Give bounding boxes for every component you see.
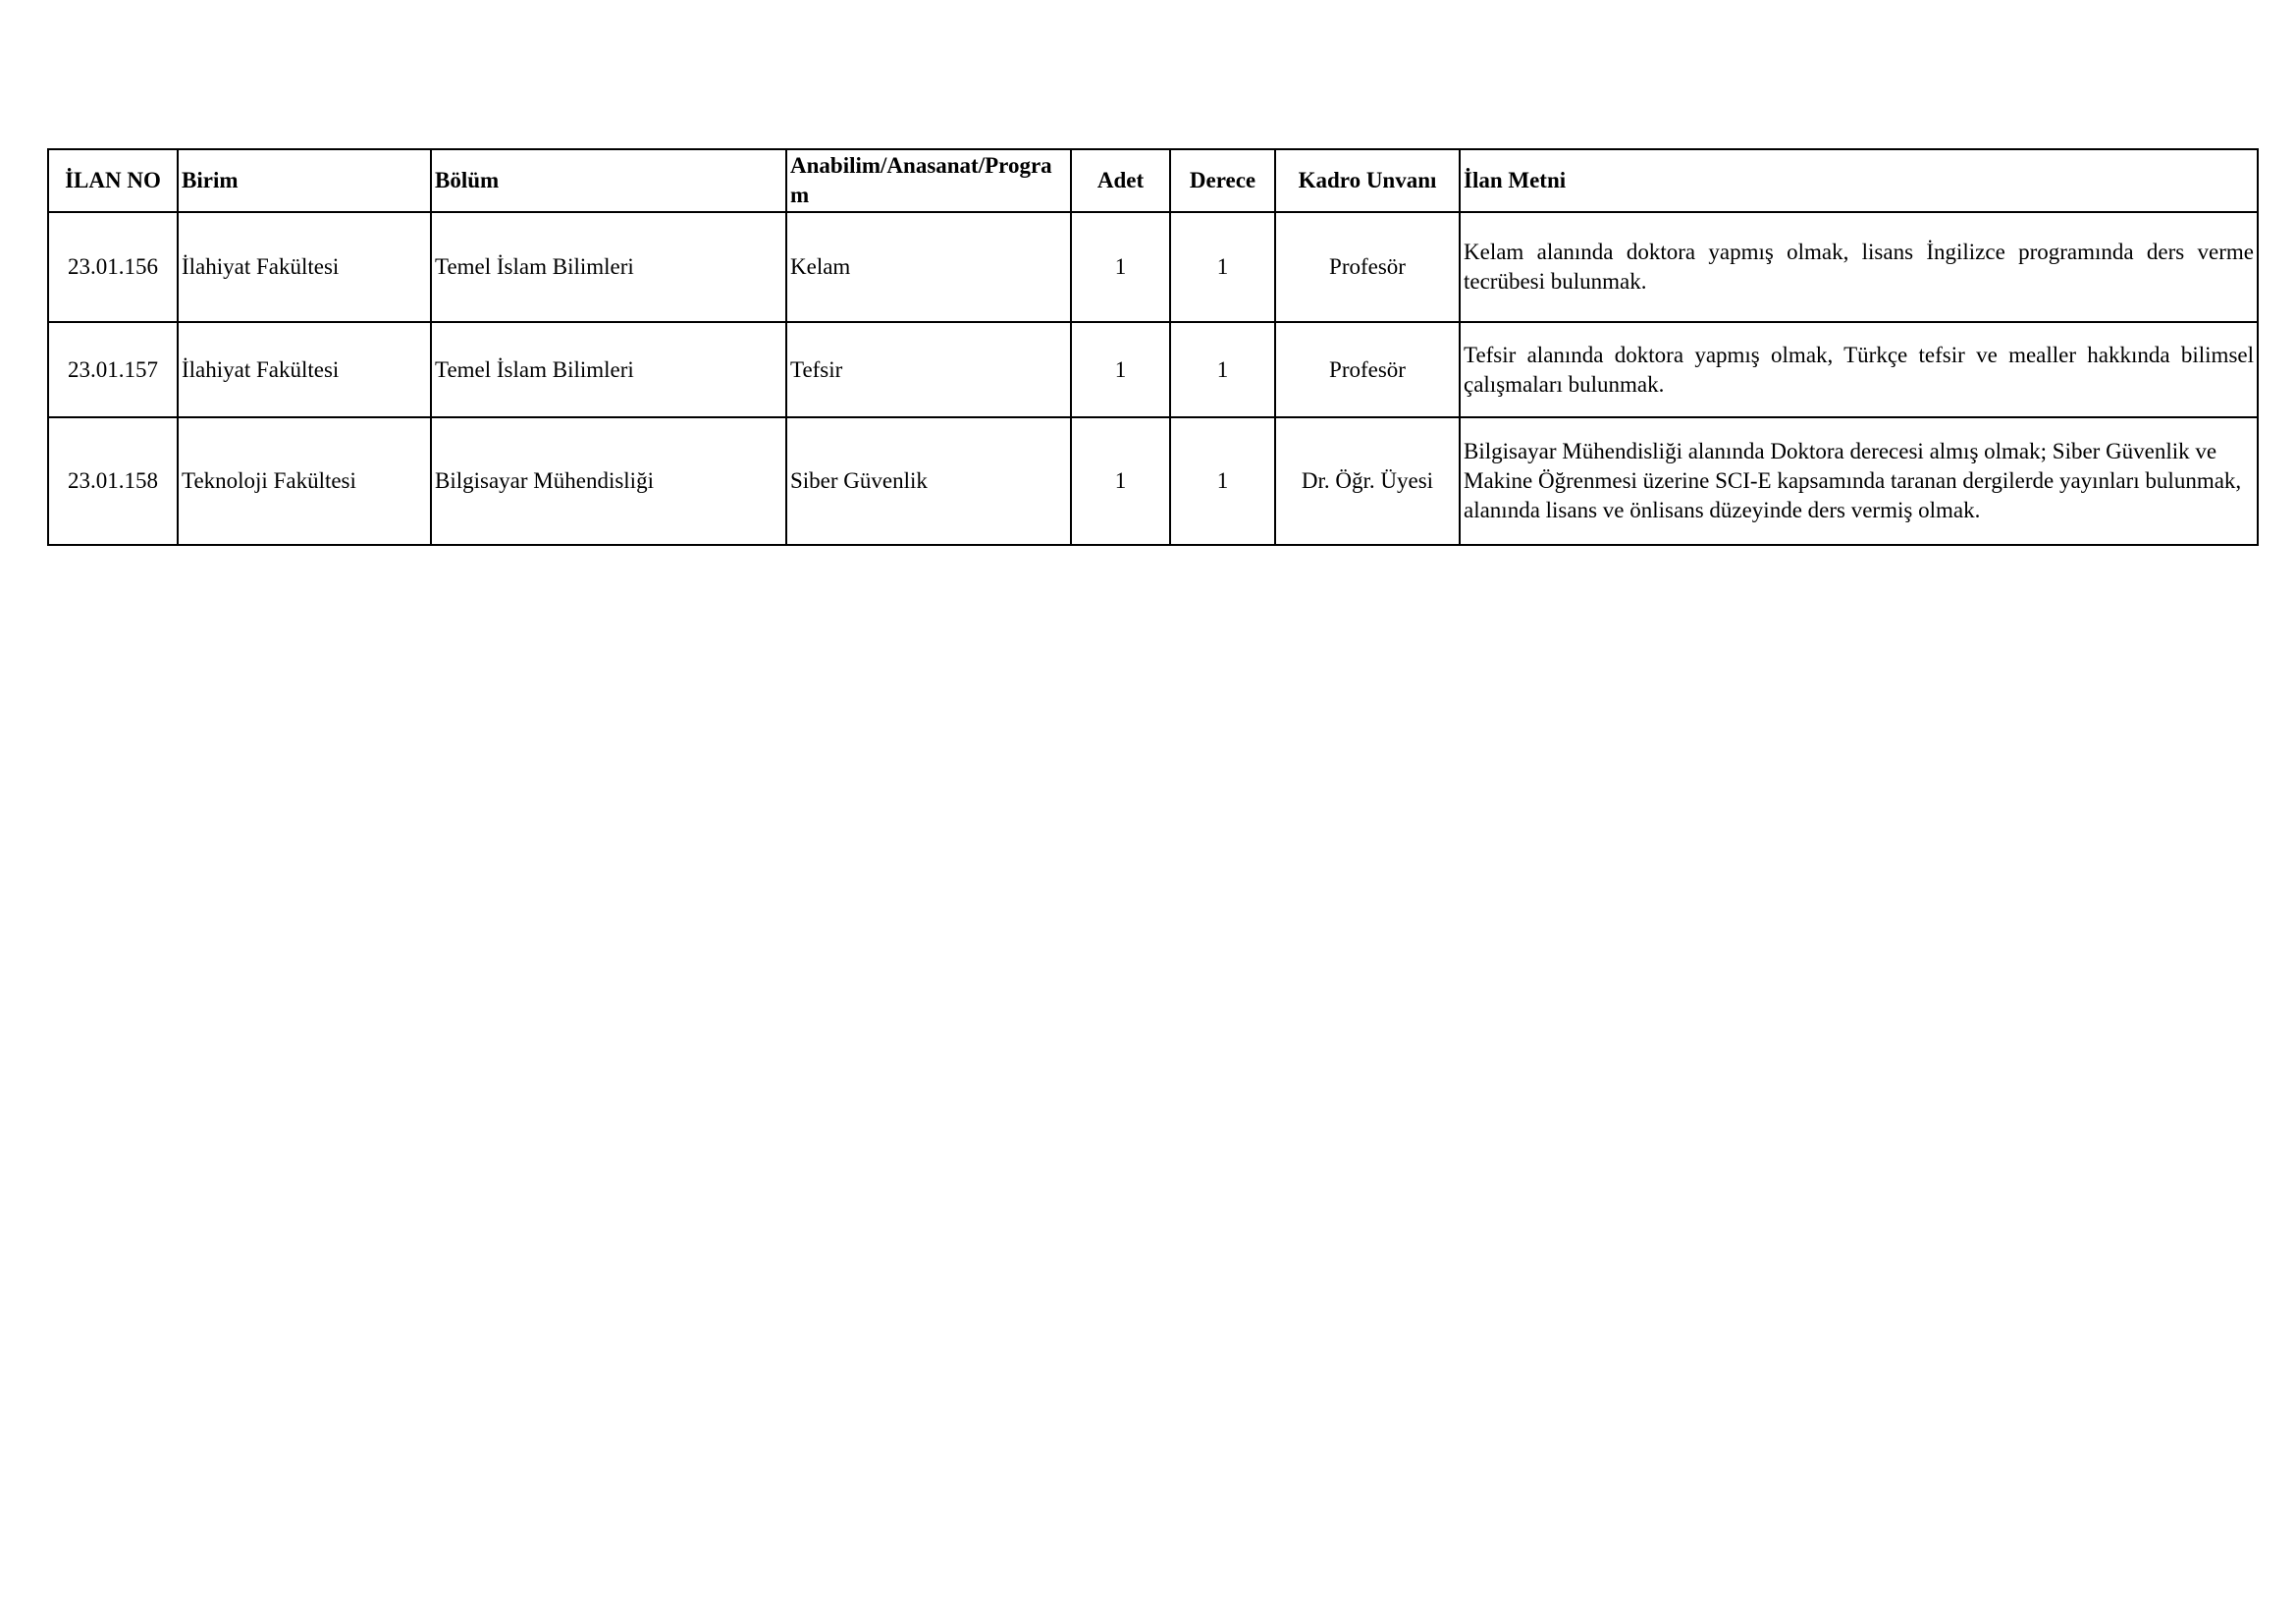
table-row (48, 417, 2258, 545)
cell-kadro-unvani: Profesör (1275, 322, 1460, 417)
cell-derece: 1 (1170, 212, 1275, 322)
cell-birim: Teknoloji Fakültesi (178, 417, 431, 545)
header-row (48, 149, 2258, 212)
cell-ilan-metni: Bilgisayar Mühendisliği alanında Doktora derecesi almış olmak; Siber Güvenlik ve Makine Öğrenmesi üzerine SCI-E kapsamında taranan dergilerde yayınları bulunmak, alanında lisans ve önlisans düzeyinde ders vermiş olmak. (1460, 417, 2258, 545)
cell-bolum: Temel İslam Bilimleri (431, 212, 786, 322)
cell-bolum: Temel İslam Bilimleri (431, 322, 786, 417)
cell-kadro-unvani: Dr. Öğr. Üyesi (1275, 417, 1460, 545)
header-ilan-metni: İlan Metni (1460, 149, 2258, 212)
header-birim: Birim (178, 149, 431, 212)
cell-anabilim: Siber Güvenlik (786, 417, 1071, 545)
cell-derece: 1 (1170, 322, 1275, 417)
header-anabilim: Anabilim/Anasanat/Program (786, 149, 1071, 212)
cell-adet: 1 (1071, 212, 1170, 322)
cell-bolum: Bilgisayar Mühendisliği (431, 417, 786, 545)
cell-adet: 1 (1071, 417, 1170, 545)
header-derece: Derece (1170, 149, 1275, 212)
cell-derece: 1 (1170, 417, 1275, 545)
cell-kadro-unvani: Profesör (1275, 212, 1460, 322)
cell-ilan-no: 23.01.156 (48, 212, 178, 322)
cell-anabilim: Tefsir (786, 322, 1071, 417)
cell-ilan-metni: Kelam alanında doktora yapmış olmak, lisans İngilizce programında ders verme tecrübesi bulunmak. (1460, 212, 2258, 322)
cell-adet: 1 (1071, 322, 1170, 417)
cell-birim: İlahiyat Fakültesi (178, 322, 431, 417)
header-adet: Adet (1071, 149, 1170, 212)
cell-ilan-no: 23.01.158 (48, 417, 178, 545)
header-kadro-unvani: Kadro Unvanı (1275, 149, 1460, 212)
table-row (48, 212, 2258, 322)
table-header (48, 149, 2258, 212)
header-ilan-no: İLAN NO (48, 149, 178, 212)
cell-anabilim: Kelam (786, 212, 1071, 322)
table-body (48, 212, 2258, 545)
cell-ilan-metni: Tefsir alanında doktora yapmış olmak, Türkçe tefsir ve mealler hakkında bilimsel çalışmaları bulunmak. (1460, 322, 2258, 417)
cell-ilan-no: 23.01.157 (48, 322, 178, 417)
cell-birim: İlahiyat Fakültesi (178, 212, 431, 322)
table-row (48, 322, 2258, 417)
announcement-table (47, 148, 2259, 546)
header-bolum: Bölüm (431, 149, 786, 212)
